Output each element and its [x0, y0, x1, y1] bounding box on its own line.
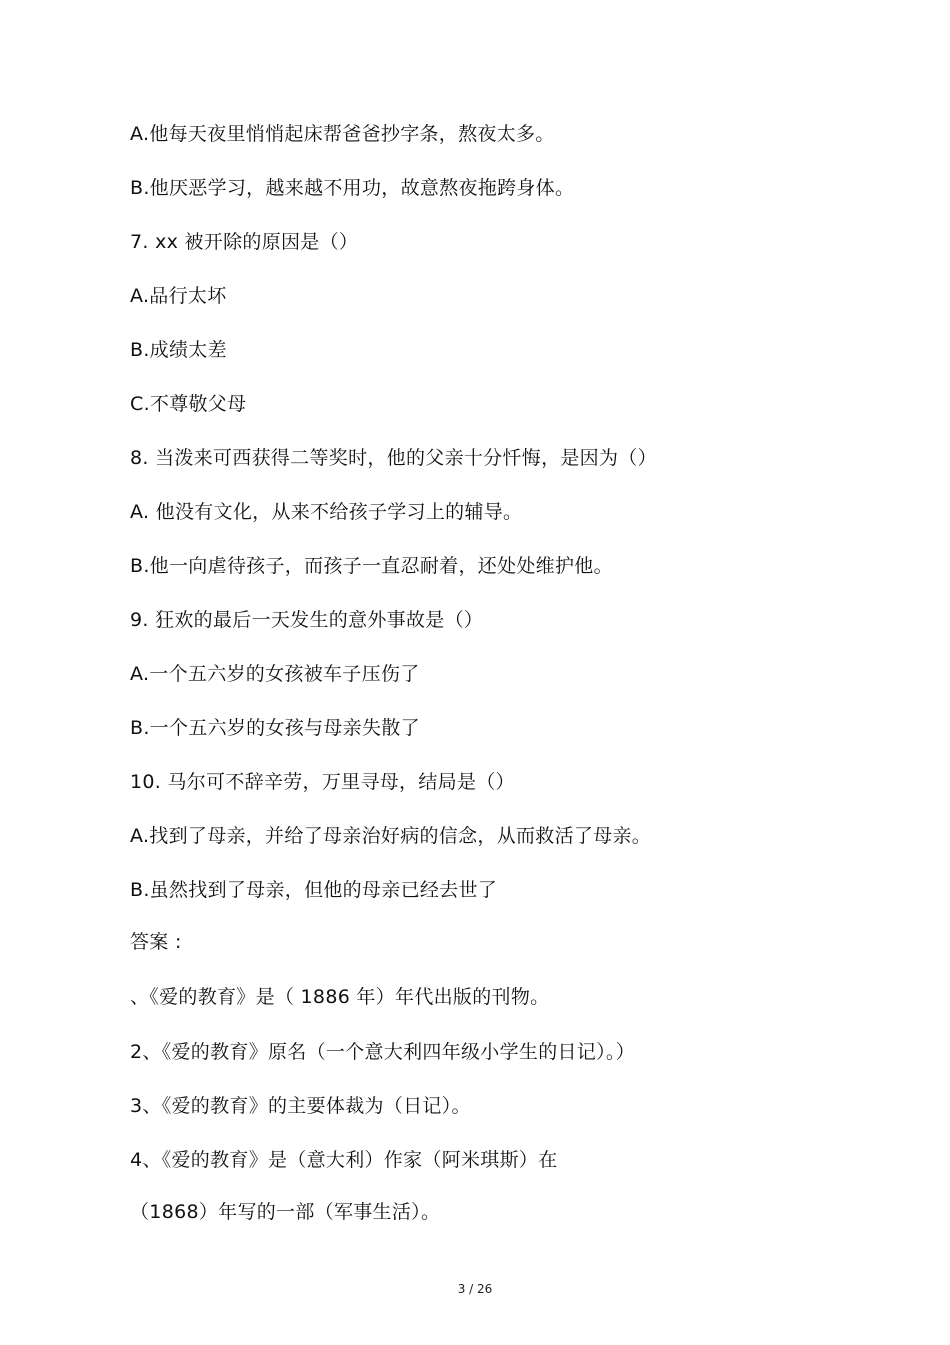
- option-line: A.一个五六岁的女孩被车子压伤了: [130, 663, 420, 685]
- option-line: A. 他没有文化，从来不给孩子学习上的辅导。: [130, 501, 523, 523]
- option-line: C.不尊敬父母: [130, 393, 247, 415]
- answer-line: 3、《爱的教育》的主要体裁为（日记）。: [130, 1095, 471, 1117]
- option-line: B.成绩太差: [130, 339, 227, 361]
- option-line: B.一个五六岁的女孩与母亲失散了: [130, 717, 420, 739]
- option-line: A.品行太坏: [130, 285, 227, 307]
- question-7: 7. xx 被开除的原因是（）: [130, 231, 359, 253]
- answer-line: 2、《爱的教育》原名（一个意大利四年级小学生的日记）。）: [130, 1041, 635, 1063]
- page-number: 3 / 26: [457, 1282, 493, 1296]
- text-line: A.他每天夜里悄悄起床帮爸爸抄字条，熬夜太多。: [130, 123, 555, 145]
- question-9: 9. 狂欢的最后一天发生的意外事故是（）: [130, 609, 484, 631]
- text-line: B.他厌恶学习，越来越不用功，故意熬夜拖跨身体。: [130, 177, 575, 199]
- option-line: A.找到了母亲，并给了母亲治好病的信念，从而救活了母亲。: [130, 825, 652, 847]
- answers-heading: 答案 :: [130, 931, 182, 953]
- question-8: 8. 当泼来可西获得二等奖时，他的父亲十分忏悔，是因为（）: [130, 447, 657, 469]
- answer-line: 4、《爱的教育》是（意大利）作家（阿米琪斯）在: [130, 1149, 558, 1171]
- answer-line: 、《爱的教育》是（ 1886 年）年代出版的刊物。: [130, 986, 550, 1008]
- answer-line: （1868）年写的一部（军事生活）。: [130, 1201, 441, 1223]
- option-line: B.他一向虐待孩子，而孩子一直忍耐着，还处处维护他。: [130, 555, 613, 577]
- question-10: 10. 马尔可不辞辛劳，万里寻母，结局是（）: [130, 771, 515, 793]
- option-line: B.虽然找到了母亲，但他的母亲已经去世了: [130, 879, 498, 901]
